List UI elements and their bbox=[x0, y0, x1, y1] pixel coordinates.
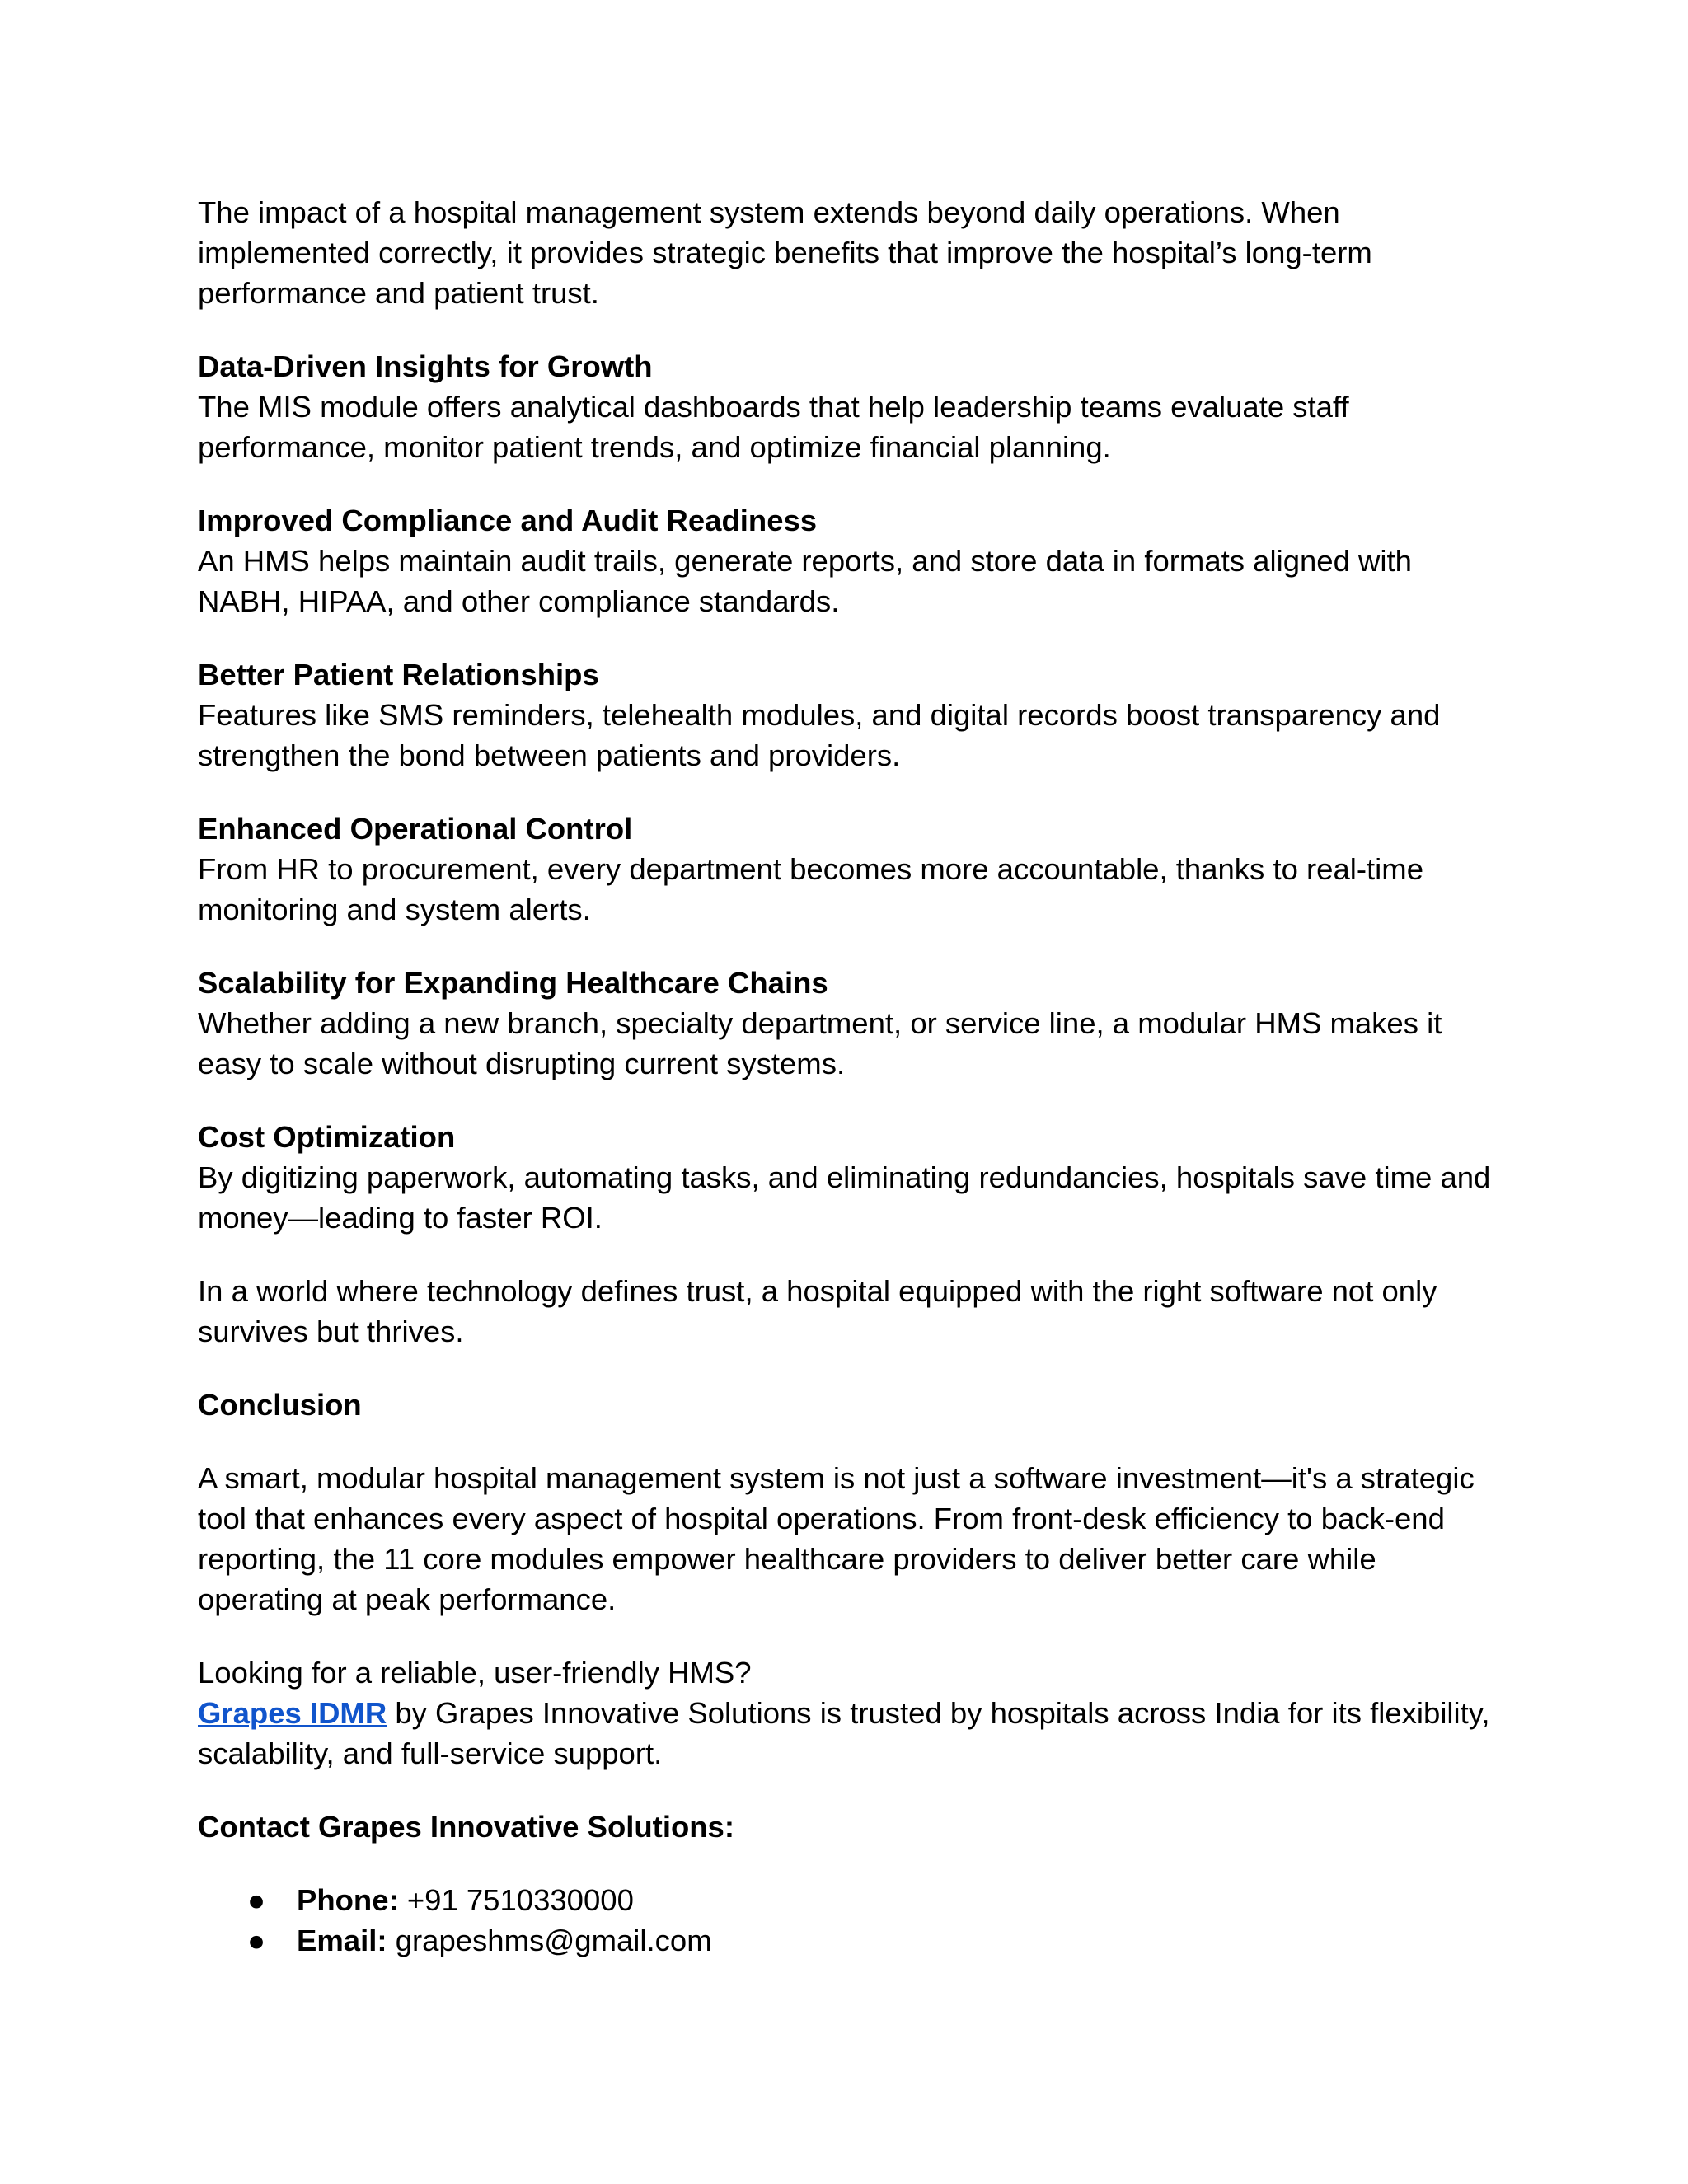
phone-value: +91 7510330000 bbox=[398, 1883, 634, 1917]
intro-paragraph: The impact of a hospital management system extends beyond daily operations. When implemented correctly, it provides strategic benefits that improve the hospital’s long-term performance and patient trust. bbox=[198, 195, 1372, 310]
section-heading: Scalability for Expanding Healthcare Chains bbox=[198, 966, 828, 1000]
bullet-icon: ● bbox=[247, 1924, 266, 1957]
conclusion-paragraph: A smart, modular hospital management system is not just a software investment—it's a strategic tool that enhances every aspect of hospital operations. From front-desk efficiency to back-end reporting, the 11 core modules empower healthcare providers to deliver better care while operating at peak performance. bbox=[198, 1461, 1475, 1616]
section-data-driven-insights bbox=[198, 346, 1500, 467]
grapes-idmr-link[interactable]: Grapes IDMR bbox=[198, 1696, 387, 1730]
contact-list bbox=[198, 1880, 1500, 1961]
section-body: By digitizing paperwork, automating tasks, and eliminating redundancies, hospitals save time and money—leading to faster ROI. bbox=[198, 1160, 1491, 1235]
section-body: Features like SMS reminders, telehealth modules, and digital records boost transparency and strengthen the bond between patients and providers. bbox=[198, 698, 1441, 772]
cta-question: Looking for a reliable, user-friendly HMS? bbox=[198, 1656, 752, 1690]
conclusion-heading: Conclusion bbox=[198, 1388, 362, 1422]
section-cost-optimization bbox=[198, 1117, 1500, 1238]
section-heading: Cost Optimization bbox=[198, 1120, 456, 1154]
section-heading: Data-Driven Insights for Growth bbox=[198, 349, 653, 383]
section-body: The MIS module offers analytical dashboards that help leadership teams evaluate staff performance, monitor patient trends, and optimize financial planning. bbox=[198, 390, 1349, 464]
contact-phone-item bbox=[198, 1880, 1500, 1920]
section-heading: Improved Compliance and Audit Readiness bbox=[198, 504, 818, 537]
bullet-icon: ● bbox=[247, 1883, 266, 1917]
email-label: Email: bbox=[297, 1924, 387, 1957]
section-heading: Enhanced Operational Control bbox=[198, 812, 633, 846]
section-body: From HR to procurement, every department becomes more accountable, thanks to real-time monitoring and system alerts. bbox=[198, 852, 1424, 926]
section-operational-control bbox=[198, 808, 1500, 930]
section-patient-relationships bbox=[198, 654, 1500, 776]
section-compliance bbox=[198, 500, 1500, 621]
section-heading: Better Patient Relationships bbox=[198, 658, 599, 691]
cta-paragraph bbox=[198, 1652, 1500, 1774]
closing-paragraph: In a world where technology defines trust, a hospital equipped with the right software not only survives but thrives. bbox=[198, 1274, 1437, 1348]
cta-description: by Grapes Innovative Solutions is trusted by hospitals across India for its flexibility, scalability, and full-service support. bbox=[198, 1696, 1490, 1770]
email-value: grapeshms@gmail.com bbox=[387, 1924, 712, 1957]
section-scalability bbox=[198, 963, 1500, 1084]
contact-email-item bbox=[198, 1920, 1500, 1961]
section-body: Whether adding a new branch, specialty department, or service line, a modular HMS makes it easy to scale without disrupting current systems. bbox=[198, 1006, 1442, 1080]
phone-label: Phone: bbox=[297, 1883, 399, 1917]
contact-heading: Contact Grapes Innovative Solutions: bbox=[198, 1810, 735, 1844]
document-page bbox=[198, 192, 1500, 1961]
section-body: An HMS helps maintain audit trails, generate reports, and store data in formats aligned with NABH, HIPAA, and other compliance standards. bbox=[198, 544, 1412, 618]
